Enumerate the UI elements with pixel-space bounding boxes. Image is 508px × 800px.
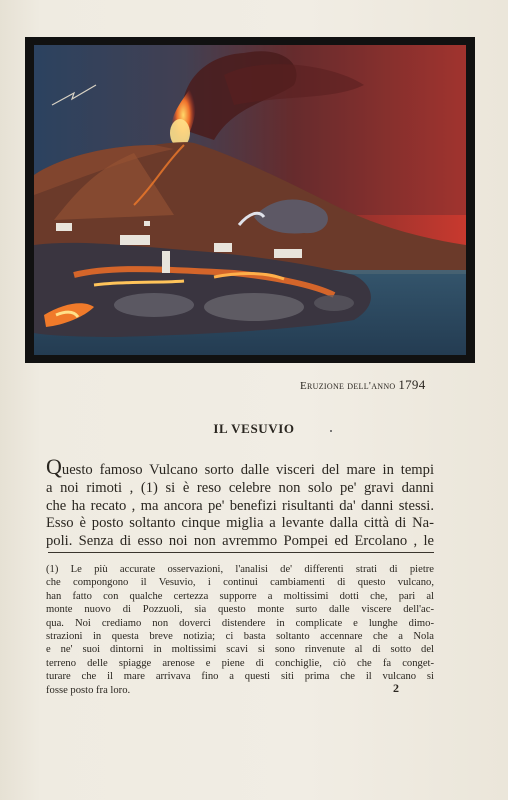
footnote-line: han fatto con qualche certezza supporre a moltissimi dotti che, pari al [46, 590, 434, 602]
plate-caption [300, 377, 430, 393]
main-text [46, 454, 434, 551]
text-line: a noi rimoti , (1) si è reso celebre non solo pe' gravi danni [46, 479, 434, 496]
drop-cap: Q [46, 454, 62, 479]
footnote-line: turare che il mare arrivava fino a questi siti prima che il vulcano si [46, 671, 434, 683]
footnote-line: (1) Le più accurate osservazioni, l'analisi de' differenti strati di pietre [46, 564, 434, 575]
tower-icon [162, 251, 170, 273]
house-icon [274, 249, 302, 258]
footnote-line: strazioni in questa breve notizia; ci basta soltanto accennare che a Nola [46, 631, 434, 643]
house-icon [214, 243, 232, 252]
footnote-rule [48, 552, 434, 553]
house-icon [56, 223, 72, 231]
text-line: poli. Senza di esso noi non avremmo Pompei ed Ercolano , le [46, 533, 434, 550]
caption-text: Eruzione dell'anno [300, 380, 396, 392]
eruption-illustration [34, 45, 466, 355]
text-line: Esso è posto soltanto cinque miglia a levante dalla città di Na- [46, 515, 434, 532]
footnote-line: terreno delle spiagge arenose e piene di conchiglie, ciò che fa conget- [46, 657, 434, 669]
footnote-line: che compongono il Vesuvio, i continui cambiamenti di questo vulcano, [46, 577, 434, 589]
text-line: che ha recato , ma ancora pe' benefizi risultanti da' danni stessi. [46, 497, 434, 514]
house-icon [120, 235, 150, 245]
caption-year: 1794 [398, 377, 426, 392]
footnote-line: qua. Noi crediamo non doverci distendere in complicate e lunghe dimo- [46, 617, 434, 629]
text-line: Questo famoso Vulcano sorto dalle visceri del mare in tempi [46, 454, 434, 479]
footnote-line: monte nuovo di Pozzuoli, sia questo monte surto dalle viscere dell'ac- [46, 604, 434, 616]
footnote-line: fosse posto fra loro. [46, 684, 131, 696]
vesuvius-eruption-plate [25, 37, 475, 363]
ink-speck [330, 430, 332, 432]
chapter-heading: IL VESUVIO [213, 421, 295, 436]
footnote-line: e ne' suoi dintorni in moltissimi scavi si sono rinvenute al di sotto del [46, 644, 434, 656]
footnote [46, 563, 434, 697]
signature-mark: 2 [393, 681, 399, 695]
